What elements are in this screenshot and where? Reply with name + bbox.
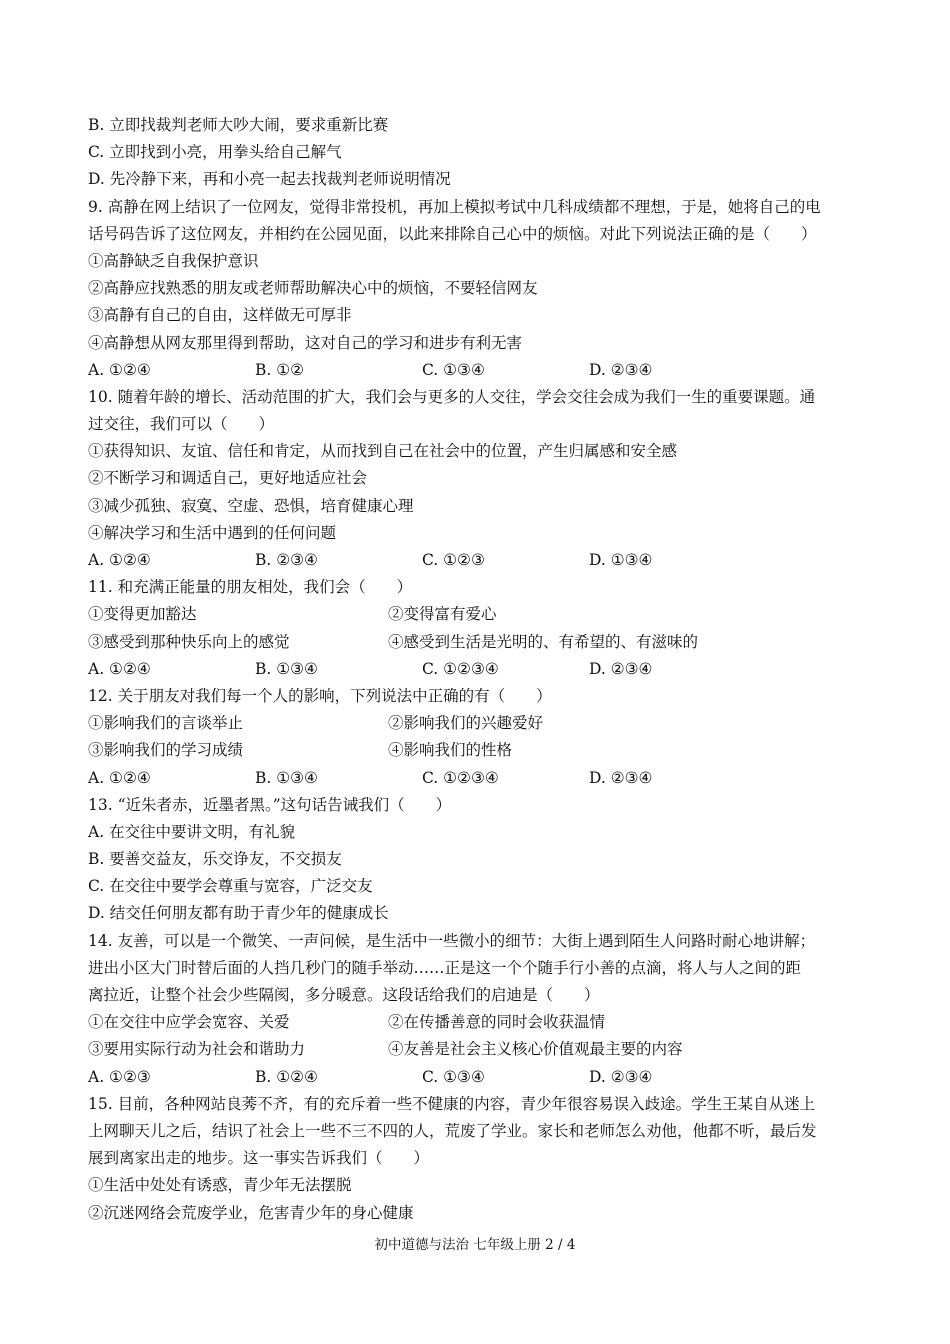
q11-item-3: ③感受到那种快乐向上的感觉 bbox=[88, 632, 290, 651]
q15-item-2: ②沉迷网络会荒废学业，危害青少年的身心健康 bbox=[88, 1203, 414, 1222]
q14-stem-line3: 离拉近，让整个社会少些隔阂，多分暖意。这段话给我们的启迪是（ ） bbox=[88, 986, 600, 1004]
q10-item-4: ④解决学习和生活中遇到的任何问题 bbox=[88, 523, 337, 542]
q9-item-2: ②高静应找熟悉的朋友或老师帮助解决心中的烦恼，不要轻信网友 bbox=[88, 279, 538, 298]
q11-choice-d: D. ②③④ bbox=[589, 659, 653, 678]
q14-item-4: ④友善是社会主义核心价值观最主要的内容 bbox=[388, 1040, 683, 1059]
q14-items-row1 bbox=[88, 1009, 872, 1036]
q9-item-1: ①高静缺乏自我保护意识 bbox=[88, 251, 259, 270]
q14-choice-d: D. ②③④ bbox=[589, 1067, 653, 1086]
q10-choice-d: D. ①③④ bbox=[589, 551, 653, 569]
q12-choice-c: C. ①②③④ bbox=[422, 768, 499, 787]
q9-choice-b: B. ①② bbox=[255, 360, 305, 379]
q11-items-row2 bbox=[88, 629, 872, 656]
q8-option-d: D. 先冷静下来，再和小亮一起去找裁判老师说明情况 bbox=[88, 170, 451, 189]
q12-item-1: ①影响我们的言谈举止 bbox=[88, 714, 244, 733]
q9-stem-line2: 话号码告诉了这位网友，并相约在公园见面，以此来排除自己心中的烦恼。对此下列说法正确的是（ ） bbox=[88, 224, 817, 243]
q12-choice-d: D. ②③④ bbox=[589, 768, 653, 787]
q14-choice-a: A. ①②③ bbox=[88, 1067, 151, 1086]
q12-item-3: ③影响我们的学习成绩 bbox=[88, 741, 244, 760]
q12-items-row1 bbox=[88, 710, 872, 737]
q12-choice-b: B. ①③④ bbox=[255, 768, 318, 787]
q10-choice-a: A. ①②④ bbox=[88, 551, 151, 569]
q14-item-2: ②在传播善意的同时会收获温情 bbox=[388, 1013, 606, 1032]
q14-items-row2 bbox=[88, 1036, 872, 1063]
q14-choices bbox=[88, 1064, 872, 1091]
q15-item-1: ①生活中处处有诱惑，青少年无法摆脱 bbox=[88, 1176, 352, 1195]
q13-choice-a: A. 在交往中要讲文明，有礼貌 bbox=[88, 822, 296, 841]
q10-item-3: ③减少孤独、寂寞、空虚、恐惧，培育健康心理 bbox=[88, 496, 414, 515]
q10-choice-c: C. ①②③ bbox=[422, 551, 485, 569]
q9-item-4: ④高静想从网友那里得到帮助，这对自己的学习和进步有利无害 bbox=[88, 333, 523, 352]
q10-stem-line2: 过交往，我们可以（ ） bbox=[88, 415, 275, 434]
page-footer: 初中道德与法治 七年级上册 2 / 4 bbox=[374, 1237, 576, 1253]
q12-item-4: ④影响我们的性格 bbox=[388, 741, 513, 760]
q14-stem-line2: 进出小区大门时替后面的人挡几秒门的随手举动……正是这一个个随手行小善的点滴，将人与人之间的距 bbox=[88, 958, 802, 977]
q9-choice-a: A. ①②④ bbox=[88, 360, 151, 379]
q15-stem-line3: 展到离家出走的地步。这一事实告诉我们（ ） bbox=[88, 1149, 430, 1168]
q13-stem: 13. “近朱者赤，近墨者黑。”这句话告诫我们（ ） bbox=[88, 795, 452, 814]
q14-item-1: ①在交往中应学会宽容、关爱 bbox=[88, 1013, 290, 1032]
q10-choices bbox=[88, 547, 872, 574]
q9-choice-c: C. ①③④ bbox=[422, 360, 485, 379]
q10-stem-line1: 10. 随着年龄的增长、活动范围的扩大，我们会与更多的人交往，学会交往会成为我们一生的重要课题。通 bbox=[88, 387, 816, 406]
exam-page bbox=[88, 112, 872, 1227]
q9-stem-line1: 9. 高静在网上结识了一位网友，觉得非常投机，再加上模拟考试中几科成绩都不理想，于是，她将自己的电 bbox=[88, 197, 821, 216]
q11-item-4: ④感受到生活是光明的、有希望的、有滋味的 bbox=[388, 632, 699, 651]
q11-choice-a: A. ①②④ bbox=[88, 659, 151, 678]
q11-stem: 11. 和充满正能量的朋友相处，我们会（ ） bbox=[88, 578, 413, 597]
q14-choice-b: B. ①②④ bbox=[255, 1067, 318, 1086]
q14-choice-c: C. ①③④ bbox=[422, 1067, 485, 1086]
q10-item-2: ②不断学习和调适自己，更好地适应社会 bbox=[88, 469, 368, 488]
q11-item-1: ①变得更加豁达 bbox=[88, 605, 197, 624]
q10-choice-b: B. ②③④ bbox=[255, 551, 318, 569]
q12-choice-a: A. ①②④ bbox=[88, 768, 151, 787]
q11-item-2: ②变得富有爱心 bbox=[388, 605, 497, 624]
q12-item-2: ②影响我们的兴趣爱好 bbox=[388, 714, 544, 733]
q11-choice-b: B. ①③④ bbox=[255, 659, 318, 678]
q14-item-3: ③要用实际行动为社会和谐助力 bbox=[88, 1040, 306, 1059]
q9-item-3: ③高静有自己的自由，这样做无可厚非 bbox=[88, 306, 352, 325]
q9-choice-d: D. ②③④ bbox=[589, 360, 653, 379]
q13-choice-b: B. 要善交益友，乐交诤友，不交损友 bbox=[88, 850, 342, 869]
q13-choice-d: D. 结交任何朋友都有助于青少年的健康成长 bbox=[88, 904, 389, 923]
q12-choices bbox=[88, 765, 872, 792]
q8-option-b: B. 立即找裁判老师大吵大闹，要求重新比赛 bbox=[88, 116, 389, 134]
q8-option-c: C. 立即找到小亮，用拳头给自己解气 bbox=[88, 143, 342, 162]
q12-items-row2 bbox=[88, 737, 872, 764]
q10-item-1: ①获得知识、友谊、信任和肯定，从而找到自己在社会中的位置，产生归属感和安全感 bbox=[88, 442, 678, 461]
q13-choice-c: C. 在交往中要学会尊重与宽容，广泛交友 bbox=[88, 877, 373, 896]
q11-items-row1 bbox=[88, 601, 872, 628]
q12-stem: 12. 关于朋友对我们每一个人的影响，下列说法中正确的有（ ） bbox=[88, 686, 552, 705]
q15-stem-line1: 15. 目前，各种网站良莠不齐，有的充斥着一些不健康的内容，青少年很容易误入歧途。学生王某自从迷上 bbox=[88, 1094, 816, 1113]
q14-stem-line1: 14. 友善，可以是一个微笑、一声问候，是生活中一些微小的细节：大街上遇到陌生人问路时耐心地讲解； bbox=[88, 931, 816, 950]
q15-stem-line2: 上网聊天儿之后，结识了社会上一些不三不四的人，荒废了学业。家长和老师怎么劝他，他都不听，最后发 bbox=[88, 1121, 817, 1140]
q11-choice-c: C. ①②③④ bbox=[422, 659, 499, 678]
q11-choices bbox=[88, 656, 872, 683]
q9-choices bbox=[88, 357, 872, 384]
